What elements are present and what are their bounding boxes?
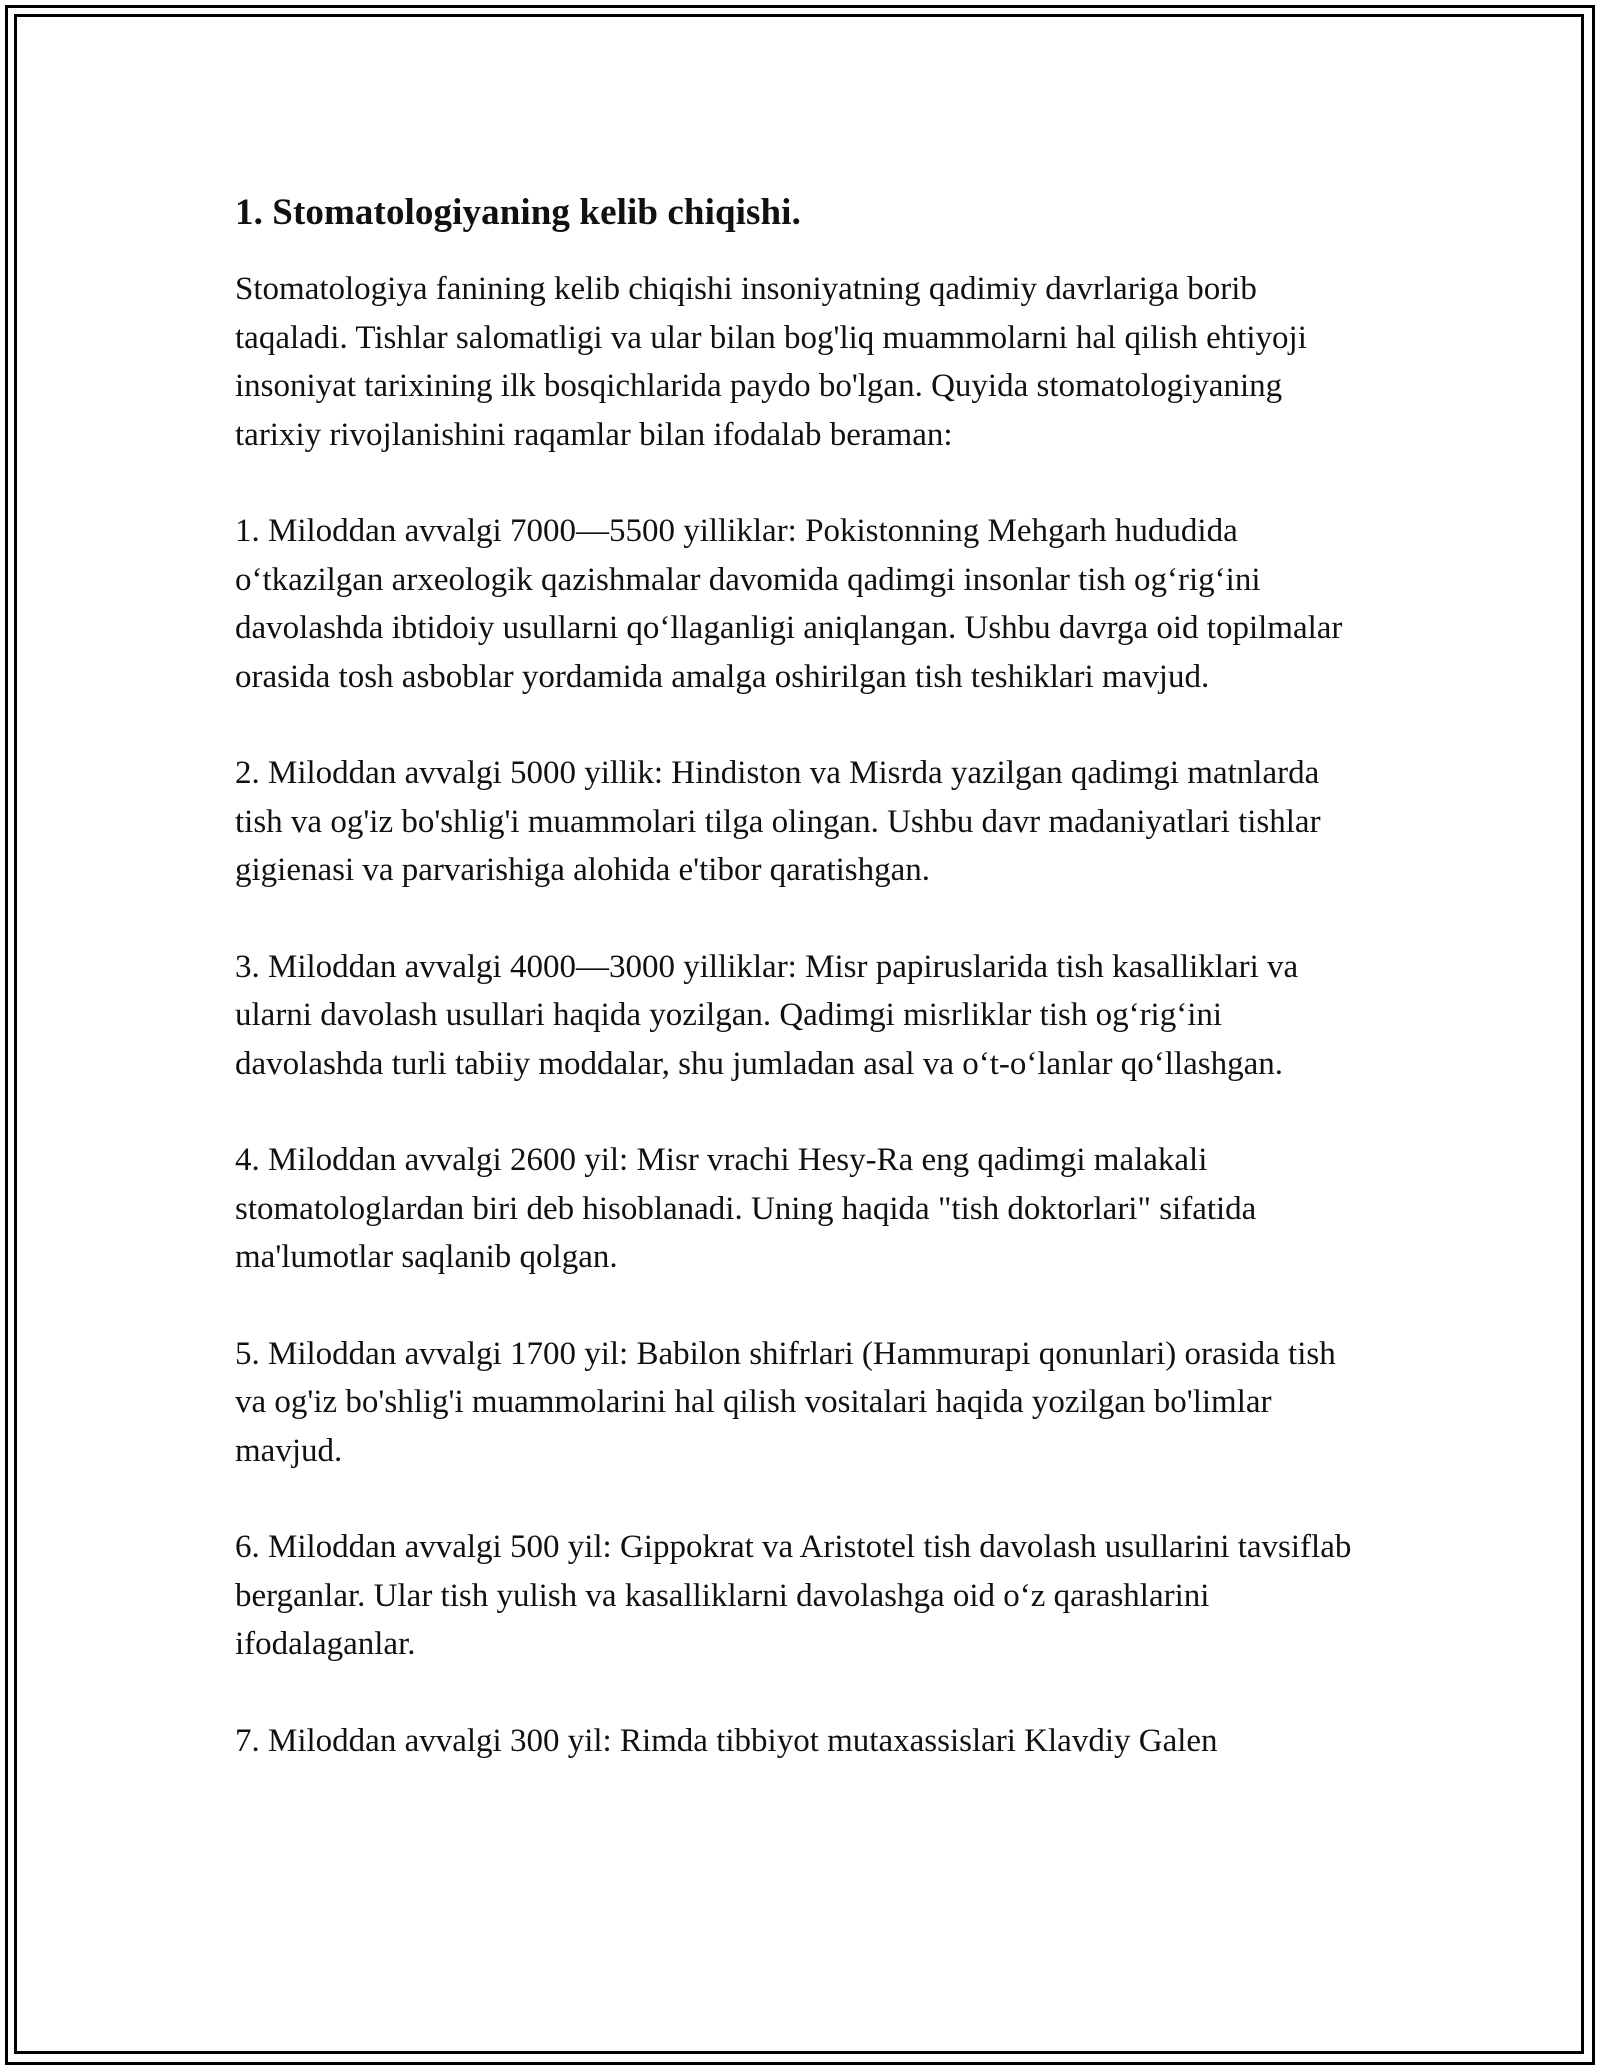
timeline-item-7: 7. Miloddan avvalgi 300 yil: Rimda tibbiyot mutaxassislari Klavdiy Galen	[235, 1722, 1218, 1759]
document-body	[235, 185, 1375, 1813]
timeline-item-4: 4. Miloddan avvalgi 2600 yil: Misr vrachi Hesy-Ra eng qadimgi malakali stomatologlardan biri deb hisoblanadi. Uning haqida "tish doktorlari" sifatida ma'lumotlar saqlanib qolgan.	[235, 1142, 1257, 1275]
timeline-item-2: 2. Miloddan avvalgi 5000 yillik: Hindiston va Misrda yazilgan qadimgi matnlarda tish va og'iz bo'shlig'i muammolari tilga olingan. Ushbu davr madaniyatlari tishlar gigienasi va parvarishiga alohida e'tibor qaratishgan.	[235, 755, 1321, 888]
timeline-item-6: 6. Miloddan avvalgi 500 yil: Gippokrat va Aristotel tish davolash usullarini tavsiflab berganlar. Ular tish yulish va kasalliklarni davolashga oid o‘z qarashlarini ifodalaganlar.	[235, 1529, 1352, 1662]
section-heading: 1. Stomatologiyaning kelib chiqishi.	[235, 192, 801, 233]
intro-paragraph: Stomatologiya fanining kelib chiqishi insoniyatning qadimiy davrlariga borib taqaladi. Tishlar salomatligi va ular bilan bog'liq muammolarni hal qilish ehtiyoji insoniyat tarixining ilk bosqichlarida paydo bo'lgan. Quyida stomatologiyaning tarixiy rivojlanishini raqamlar bilan ifodalab beraman:	[235, 271, 1307, 453]
timeline-item-5: 5. Miloddan avvalgi 1700 yil: Babilon shifrlari (Hammurapi qonunlari) orasida tish va og'iz bo'shlig'i muammolarini hal qilish vositalari haqida yozilgan bo'limlar mavjud.	[235, 1335, 1336, 1469]
timeline-item-3: 3. Miloddan avvalgi 4000—3000 yilliklar: Misr papiruslarida tish kasalliklari va ularni davolash usullari haqida yozilgan. Qadimgi misrliklar tish og‘rig‘ini davolashda turli tabiiy moddalar, shu jumladan asal va o‘t-o‘lanlar qo‘llashgan.	[235, 948, 1299, 1082]
timeline-item-1: 1. Miloddan avvalgi 7000—5500 yilliklar: Pokistonning Mehgarh hududida o‘tkazilgan arxeologik qazishmalar davomida qadimgi insonlar tish og‘rig‘ini davolashda ibtidoiy usullarni qo‘llaganligi aniqlangan. Ushbu davrga oid topilmalar orasida tosh asboblar yordamida amalga oshirilgan tish teshiklari mavjud.	[235, 513, 1343, 695]
